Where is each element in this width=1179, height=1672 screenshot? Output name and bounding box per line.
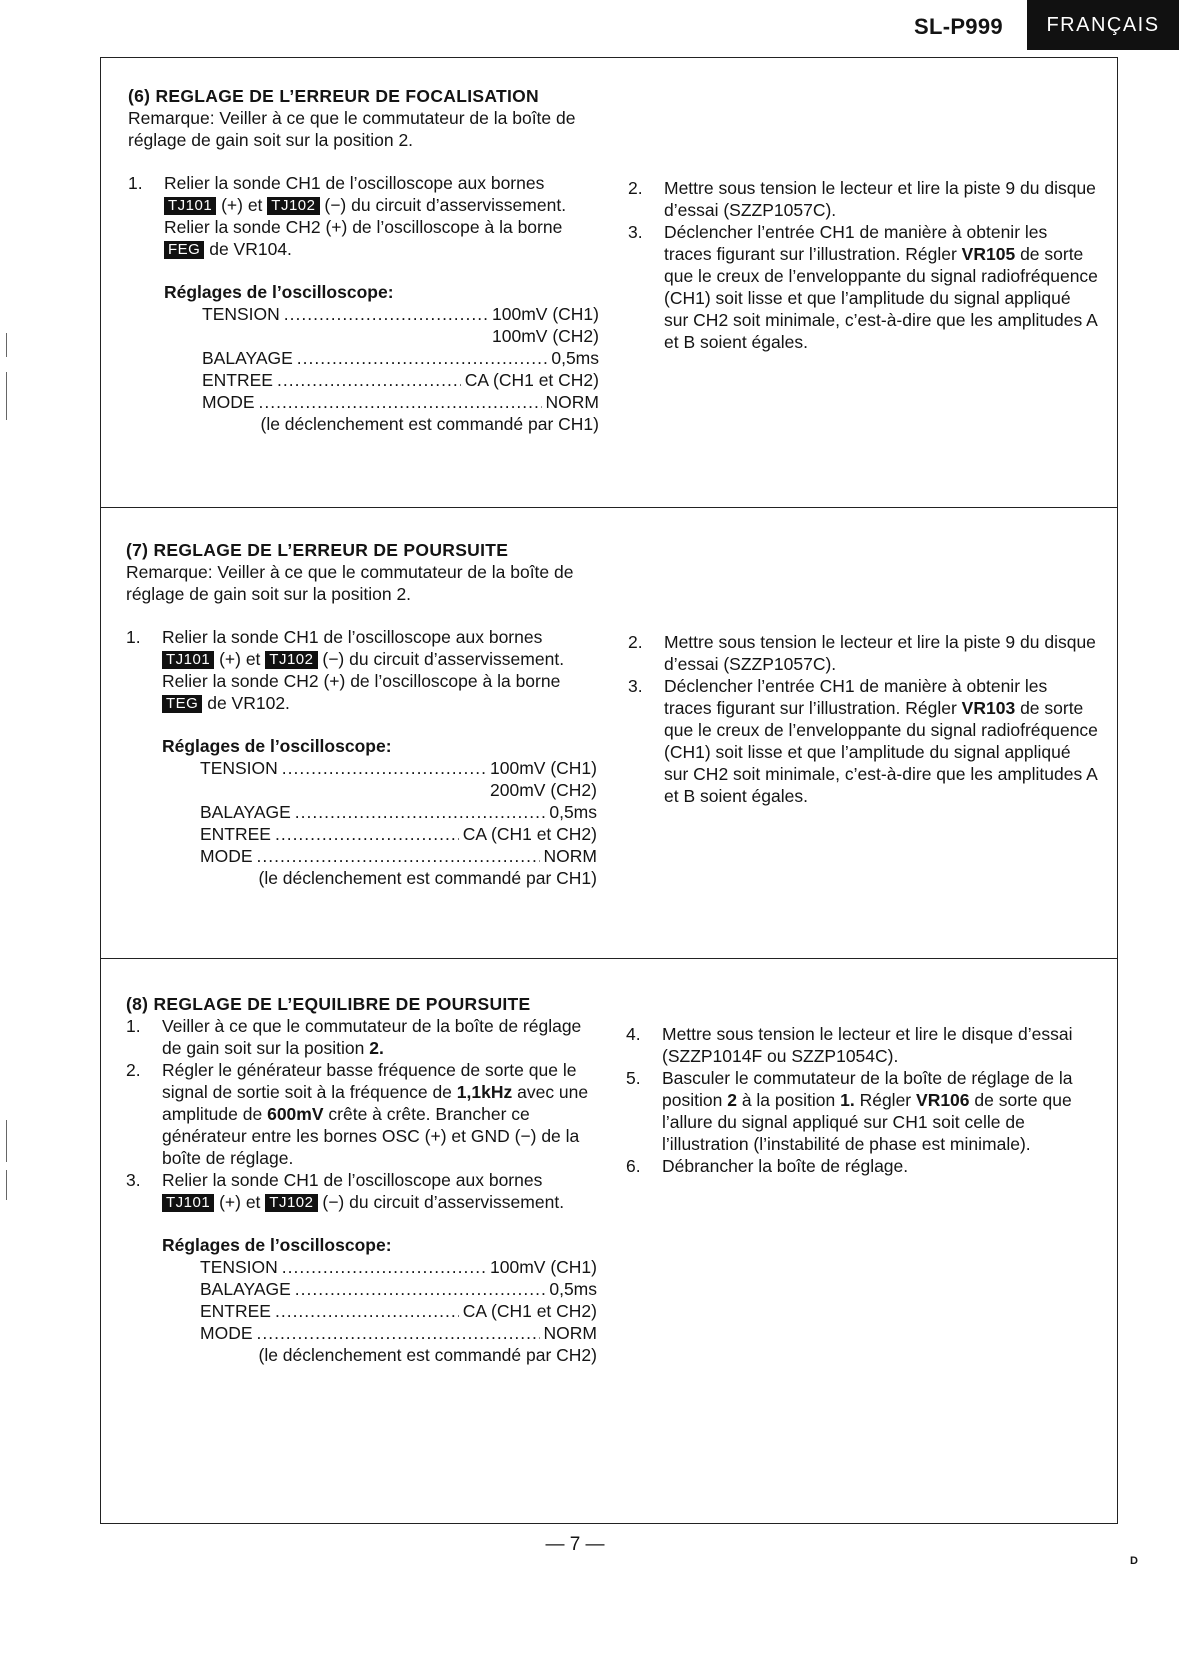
step-text: Régler <box>905 698 957 718</box>
potentiometer-ref: VR106 <box>916 1090 970 1110</box>
language-tab: FRANÇAIS <box>1027 0 1179 50</box>
step-text: Mettre sous tension le lecteur et lire le disque d’essai (SZZP1014F ou SZZP1054C). <box>662 1024 1073 1066</box>
step-text: Régler <box>905 244 957 264</box>
setting-label: MODE <box>200 846 253 866</box>
setting-value: CA (CH1 et CH2) <box>462 824 597 844</box>
step-text: Relier la sonde CH1 de l’oscilloscope aux bornes <box>162 627 543 647</box>
terminal-label: TEG <box>162 695 202 713</box>
setting-label: TENSION <box>200 1257 278 1277</box>
step-text: Régler <box>859 1090 912 1110</box>
step-text: Relier la sonde CH1 de l’oscilloscope aux bornes <box>162 1170 543 1190</box>
step-number: 2. <box>628 632 643 652</box>
section-7-right <box>628 631 1098 807</box>
step-number: 2. <box>126 1060 141 1080</box>
setting-value: 100mV (CH1) <box>490 1257 597 1277</box>
setting-row <box>164 303 599 325</box>
section-8-left <box>126 993 598 1366</box>
terminal-label: TJ102 <box>267 197 319 215</box>
setting-label: ENTREE <box>200 1301 271 1321</box>
potentiometer-ref: VR103 <box>961 698 1016 718</box>
terminal-label: TJ102 <box>265 1194 317 1212</box>
setting-value: CA (CH1 et CH2) <box>464 370 599 390</box>
step-text: Débrancher la boîte de réglage. <box>662 1156 909 1176</box>
step-text: (−) du circuit d’asservissement. <box>322 649 565 669</box>
setting-label: TENSION <box>202 304 280 324</box>
step-text: de sorte que l’allure du signal appliqué sur CH1 soit celle de l’illustration (l’instabilité de phase est minimale). <box>662 1090 1072 1154</box>
section-8-right <box>626 1023 1098 1177</box>
step-text: (−) du circuit d’asservissement. <box>324 195 567 215</box>
oscilloscope-settings <box>162 1234 597 1366</box>
setting-label: MODE <box>200 1323 253 1343</box>
step <box>126 1015 598 1059</box>
trigger-note: (le déclenchement est commandé par CH2) <box>258 1345 597 1365</box>
step-text: Basculer le commutateur de la boîte de réglage de la position <box>662 1068 1073 1110</box>
setting-row <box>162 1322 597 1344</box>
step-text: avec une amplitude de <box>162 1082 589 1124</box>
step-text: (+) et <box>221 195 263 215</box>
step-number: 4. <box>626 1024 641 1044</box>
setting-value: 200mV (CH2) <box>490 780 597 800</box>
step <box>628 221 1098 353</box>
setting-row <box>162 845 597 867</box>
step-text: Veiller à ce que le commutateur de la boîte de réglage de gain soit sur la position <box>162 1016 582 1058</box>
scan-edge-mark <box>6 1120 7 1162</box>
remark: Remarque: Veiller à ce que le commutateur de la boîte de réglage de gain soit sur la position 2. <box>126 562 574 604</box>
step-text: Relier la sonde CH2 (+) de l’oscilloscope à la borne <box>164 217 563 237</box>
trigger-note: (le déclenchement est commandé par CH1) <box>258 868 597 888</box>
step-text: Régler le générateur basse fréquence de sorte que le signal de sortie soit à la fréquence de <box>162 1060 577 1102</box>
step <box>628 675 1098 807</box>
setting-label: TENSION <box>200 758 278 778</box>
step <box>126 626 598 714</box>
scan-edge-mark <box>6 333 7 357</box>
step <box>628 177 1098 221</box>
amplitude-value: 600mV <box>267 1104 324 1124</box>
oscilloscope-settings <box>162 735 597 889</box>
setting-row <box>164 369 599 391</box>
setting-row <box>162 1256 597 1278</box>
setting-value: 0,5ms <box>549 802 597 822</box>
step-text: à la position <box>741 1090 836 1110</box>
oscilloscope-settings <box>164 281 599 435</box>
step-text: Déclencher l’entrée CH1 de manière à obtenir les traces figurant sur l’illustration. <box>664 676 1048 718</box>
section-7-left <box>126 539 598 889</box>
step <box>128 172 598 260</box>
step-number: 5. <box>626 1068 641 1088</box>
step-number: 1. <box>126 627 141 647</box>
setting-row <box>162 823 597 845</box>
step-text: Mettre sous tension le lecteur et lire la piste 9 du disque d’essai (SZZP1057C). <box>664 632 1096 674</box>
position-value: 1. <box>840 1090 855 1110</box>
step <box>626 1155 1098 1177</box>
potentiometer-ref: VR105 <box>961 244 1016 264</box>
setting-value: 100mV (CH1) <box>492 304 599 324</box>
scan-edge-mark <box>6 372 7 420</box>
scan-edge-mark <box>6 1170 7 1200</box>
setting-value: NORM <box>543 1323 597 1343</box>
step-text: de VR104. <box>209 239 292 259</box>
setting-value: NORM <box>545 392 599 412</box>
settings-heading: Réglages de l’oscilloscope: <box>162 736 392 756</box>
settings-heading: Réglages de l’oscilloscope: <box>162 1235 392 1255</box>
step-number: 3. <box>126 1170 141 1190</box>
setting-label: BALAYAGE <box>200 1279 291 1299</box>
section-title: (6) REGLAGE DE L’ERREUR DE FOCALISATION <box>128 86 539 106</box>
setting-label: BALAYAGE <box>202 348 293 368</box>
step-text: (+) et <box>219 1192 261 1212</box>
setting-value: 0,5ms <box>551 348 599 368</box>
setting-value: 100mV (CH2) <box>492 326 599 346</box>
step <box>126 1059 598 1169</box>
step-text: (+) et <box>219 649 261 669</box>
corner-mark: D <box>1130 1555 1138 1567</box>
page-number: — 7 — <box>545 1534 605 1555</box>
step-number: 3. <box>628 222 643 242</box>
step-number: 6. <box>626 1156 641 1176</box>
position-value: 2. <box>369 1038 384 1058</box>
step <box>626 1023 1098 1067</box>
step <box>626 1067 1098 1155</box>
setting-row <box>164 391 599 413</box>
trigger-note: (le déclenchement est commandé par CH1) <box>260 414 599 434</box>
terminal-label: TJ101 <box>162 651 214 669</box>
terminal-label: FEG <box>164 241 204 259</box>
terminal-label: TJ101 <box>162 1194 214 1212</box>
step-text: (−) du circuit d’asservissement. <box>322 1192 565 1212</box>
setting-row <box>162 1278 597 1300</box>
terminal-label: TJ101 <box>164 197 216 215</box>
step-number: 3. <box>628 676 643 696</box>
step-text: Mettre sous tension le lecteur et lire la piste 9 du disque d’essai (SZZP1057C). <box>664 178 1096 220</box>
step-number: 1. <box>126 1016 141 1036</box>
section-title: (8) REGLAGE DE L’EQUILIBRE DE POURSUITE <box>126 994 531 1014</box>
setting-label: ENTREE <box>200 824 271 844</box>
model-number: SL-P999 <box>914 14 1003 39</box>
setting-value: 100mV (CH1) <box>490 758 597 778</box>
step <box>126 1169 598 1213</box>
frequency-value: 1,1kHz <box>456 1082 513 1102</box>
step-text: Relier la sonde CH1 de l’oscilloscope aux bornes <box>164 173 545 193</box>
step-text: de sorte que le creux de l’enveloppante du signal radiofréquence (CH1) soit lisse et que l’amplitude du signal appliqué sur CH2 soit minimale, c’est-à-dire que les amplitudes A et B soient égales. <box>664 244 1098 352</box>
setting-value: NORM <box>543 846 597 866</box>
setting-row <box>164 347 599 369</box>
step-text: Relier la sonde CH2 (+) de l’oscilloscope à la borne <box>162 671 561 691</box>
step-text: Déclencher l’entrée CH1 de manière à obtenir les traces figurant sur l’illustration. <box>664 222 1048 264</box>
setting-row <box>162 801 597 823</box>
terminal-label: TJ102 <box>265 651 317 669</box>
step-text: de VR102. <box>207 693 290 713</box>
setting-row <box>162 757 597 779</box>
section-title: (7) REGLAGE DE L’ERREUR DE POURSUITE <box>126 540 509 560</box>
step-text: de sorte que le creux de l’enveloppante du signal radiofréquence (CH1) soit lisse et que l’amplitude du signal appliqué sur CH2 soit minimale, c’est-à-dire que les amplitudes A et B soient égales. <box>664 698 1098 806</box>
section-6-right <box>628 177 1098 353</box>
setting-row <box>162 1300 597 1322</box>
setting-value: 0,5ms <box>549 1279 597 1299</box>
setting-label: ENTREE <box>202 370 273 390</box>
setting-label: BALAYAGE <box>200 802 291 822</box>
setting-value: CA (CH1 et CH2) <box>462 1301 597 1321</box>
section-divider <box>100 507 1118 508</box>
step <box>628 631 1098 675</box>
section-divider <box>100 958 1118 959</box>
remark: Remarque: Veiller à ce que le commutateur de la boîte de réglage de gain soit sur la position 2. <box>128 108 576 150</box>
setting-label: MODE <box>202 392 255 412</box>
step-number: 2. <box>628 178 643 198</box>
position-value: 2 <box>727 1090 737 1110</box>
step-number: 1. <box>128 173 143 193</box>
step-text: crête à crête. Brancher ce générateur entre les bornes OSC (+) et GND (−) de la boîte de réglage. <box>162 1104 580 1168</box>
settings-heading: Réglages de l’oscilloscope: <box>164 282 394 302</box>
section-6-left <box>128 85 598 435</box>
